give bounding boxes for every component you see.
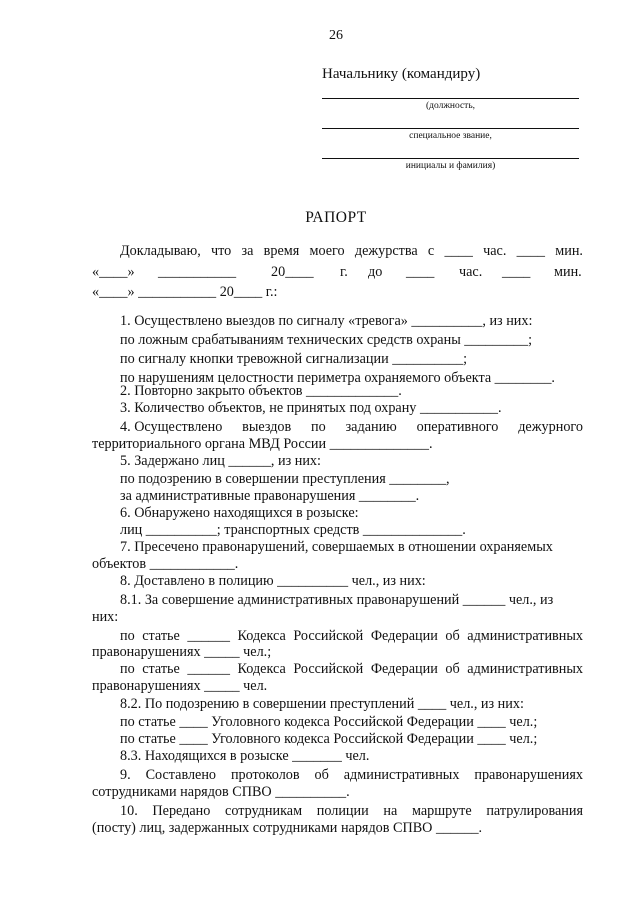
- item-5-crime: по подозрению в совершении преступления ________,: [120, 471, 450, 487]
- addressee: Начальнику (командиру): [322, 66, 481, 82]
- word: по: [120, 628, 135, 644]
- word: статье: [142, 628, 180, 644]
- word: час.: [459, 264, 483, 280]
- word: административных: [343, 767, 460, 783]
- blank: ___________: [158, 264, 237, 280]
- item-8-2: 8.2. По подозрению в совершении преступлений ____ чел., из них:: [120, 696, 524, 712]
- word: дежурного: [518, 419, 583, 435]
- signature-line-position: [322, 98, 579, 99]
- item-9: [120, 767, 583, 784]
- blank: ______: [187, 661, 230, 677]
- word: Кодекса: [237, 661, 286, 677]
- word: за: [241, 243, 254, 259]
- blank: «____»: [92, 264, 135, 280]
- item-8-1-article-b: [120, 661, 583, 678]
- word: по: [120, 661, 135, 677]
- item-1-panic-button: по сигналу кнопки тревожной сигнализации __________;: [120, 351, 468, 367]
- word: статье: [142, 661, 180, 677]
- word: 4. Осуществлено: [120, 419, 223, 435]
- item-10: [120, 803, 583, 820]
- word: маршруте: [411, 803, 472, 819]
- caption-rank: специальное звание,: [409, 131, 492, 141]
- word: по: [311, 419, 326, 435]
- word: полиции: [316, 803, 369, 819]
- word: Составлено: [145, 767, 217, 783]
- item-8-3: 8.3. Находящихся в розыске _______ чел.: [120, 748, 370, 764]
- word: 9.: [120, 767, 131, 783]
- item-8-1-article-b-continued: правонарушениях _____ чел.: [92, 678, 268, 694]
- word: административных: [467, 628, 583, 644]
- intro-line-1: [120, 243, 583, 260]
- word: об: [445, 628, 460, 644]
- word: выездов: [242, 419, 292, 435]
- item-7: 7. Пресечено правонарушений, совершаемых в отношении охраняемых: [120, 539, 553, 555]
- blank: ____: [502, 264, 531, 280]
- word: Российской: [293, 661, 364, 677]
- word: протоколов: [230, 767, 300, 783]
- word: Передано: [152, 803, 211, 819]
- word: 20____: [271, 264, 314, 280]
- item-1-false-alarms: по ложным срабатываниям технических средств охраны _________;: [120, 332, 533, 348]
- word: дежурства: [354, 243, 418, 259]
- item-7-continued: объектов ____________.: [92, 556, 239, 572]
- item-3: 3. Количество объектов, не принятых под охрану ___________.: [120, 400, 502, 416]
- signature-line-rank: [322, 128, 579, 129]
- word: час.: [483, 243, 507, 259]
- blank: ____: [516, 243, 546, 259]
- word: мин.: [555, 243, 583, 259]
- item-4-continued: территориального органа МВД России ______________.: [92, 436, 433, 452]
- item-6: 6. Обнаружено находящихся в розыске:: [120, 505, 359, 521]
- word: на: [383, 803, 398, 819]
- word: г.: [340, 264, 348, 280]
- blank: ____: [444, 243, 473, 259]
- item-8-2-article-b: по статье ____ Уголовного кодекса Российской Федерации ____ чел.;: [120, 731, 538, 747]
- word: Российской: [293, 628, 364, 644]
- word: правонарушениях: [474, 767, 583, 783]
- word: до: [368, 264, 383, 280]
- item-10-continued: (посту) лиц, задержанных сотрудниками нарядов СПВО ______.: [92, 820, 483, 836]
- intro-line-3: «____» ___________ 20____ г.:: [92, 284, 278, 300]
- caption-name: инициалы и фамилия): [405, 161, 496, 171]
- word: административных: [467, 661, 583, 677]
- caption-position: (должность,: [425, 101, 476, 111]
- word: Федерации: [370, 661, 438, 677]
- item-1: 1. Осуществлено выездов по сигналу «тревога» __________, из них:: [120, 313, 533, 329]
- word: заданию: [345, 419, 397, 435]
- word: оперативного: [416, 419, 499, 435]
- word: Федерации: [370, 628, 438, 644]
- word: время: [263, 243, 300, 259]
- item-5-admin: за административные правонарушения ________.: [120, 488, 420, 504]
- word: мин.: [554, 264, 582, 280]
- word: сотрудникам: [225, 803, 303, 819]
- word: Кодекса: [237, 628, 286, 644]
- item-2: 2. Повторно закрыто объектов _____________.: [120, 383, 402, 399]
- blank: ____: [406, 264, 435, 280]
- word: патрулирования: [486, 803, 583, 819]
- item-8-1-article-a: [120, 628, 583, 645]
- item-8-1-continued: них:: [92, 609, 119, 625]
- item-4: [120, 419, 583, 436]
- word: что: [211, 243, 232, 259]
- blank: ______: [187, 628, 230, 644]
- signature-line-name: [322, 158, 579, 159]
- page-number: 26: [329, 28, 343, 43]
- intro-line-2: [0, 264, 640, 284]
- item-1-perimeter: по нарушениям целостности периметра охраняемого объекта ________.: [120, 370, 555, 386]
- item-8-2-article-a: по статье ____ Уголовного кодекса Российской Федерации ____ чел.;: [120, 714, 538, 730]
- item-9-continued: сотрудниками нарядов СПВО __________.: [92, 784, 350, 800]
- word: 10.: [120, 803, 138, 819]
- item-8-1: 8.1. За совершение административных правонарушений ______ чел., из: [120, 592, 554, 608]
- item-5: 5. Задержано лиц ______, из них:: [120, 453, 321, 469]
- word: об: [314, 767, 329, 783]
- item-6-details: лиц __________; транспортных средств ______________.: [120, 522, 466, 538]
- word: Докладываю,: [120, 243, 201, 259]
- item-8: 8. Доставлено в полицию __________ чел., из них:: [120, 573, 426, 589]
- word: моего: [309, 243, 345, 259]
- word: с: [427, 243, 435, 259]
- item-8-1-article-a-continued: правонарушениях _____ чел.;: [92, 644, 272, 660]
- word: об: [445, 661, 460, 677]
- document-title: РАПОРТ: [305, 209, 367, 226]
